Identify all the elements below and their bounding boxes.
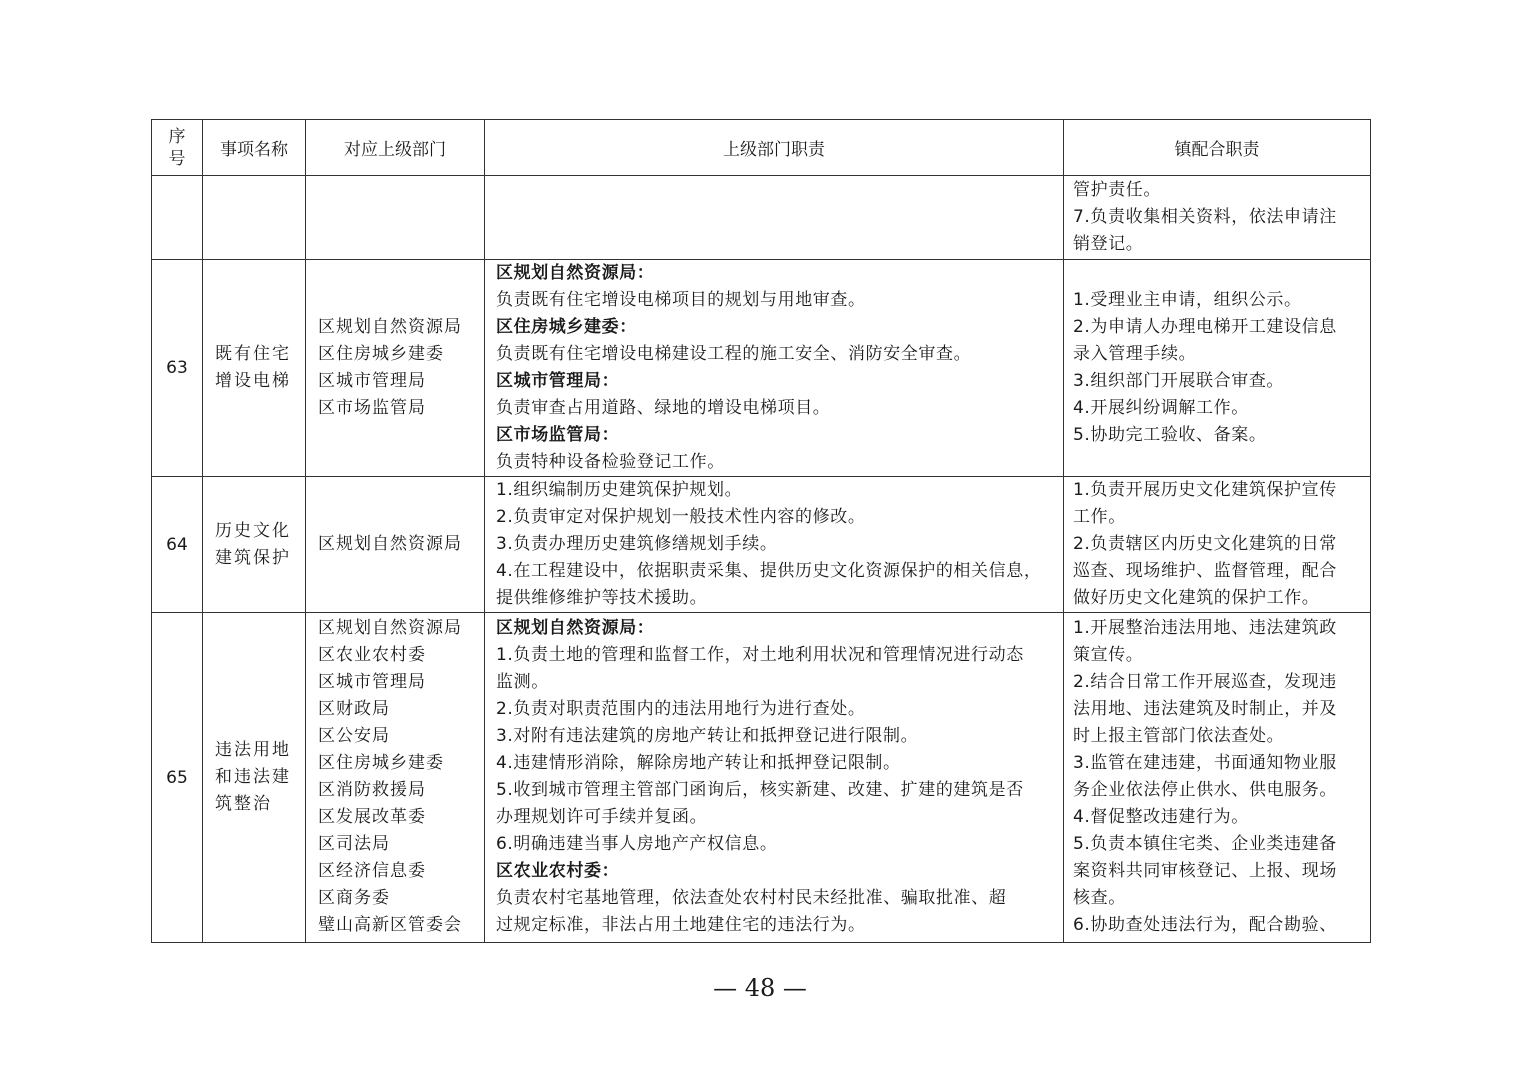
duty-line: 负责既有住宅增设电梯项目的规划与用地审查。 bbox=[496, 290, 866, 310]
department-line: 区住房城乡建委 bbox=[318, 344, 444, 364]
duty-line: 监测。 bbox=[496, 672, 549, 692]
duty-line: 提供维修维护等技术援助。 bbox=[496, 588, 708, 608]
item-name-line: 历史文化 bbox=[215, 520, 291, 541]
town-duty-line: 录入管理手续。 bbox=[1073, 344, 1197, 364]
town-duty-line: 工作。 bbox=[1073, 507, 1126, 527]
department-line: 区住房城乡建委 bbox=[318, 753, 444, 773]
town-duties bbox=[1064, 477, 1371, 613]
item-name-line: 和违法建 bbox=[215, 767, 291, 787]
department-line: 区规划自然资源局 bbox=[318, 618, 462, 638]
department-line: 区司法局 bbox=[318, 834, 390, 854]
department-line: 璧山高新区管委会 bbox=[318, 915, 462, 935]
superior-departments bbox=[306, 260, 485, 477]
department-line: 区财政局 bbox=[318, 699, 390, 719]
duty-line: 负责特种设备检验登记工作。 bbox=[496, 452, 725, 472]
duty-line: 1.组织编制历史建筑保护规划。 bbox=[496, 480, 743, 500]
town-duty-line: 管护责任。 bbox=[1073, 180, 1161, 200]
town-duties bbox=[1064, 613, 1371, 943]
town-duty-line: 1.受理业主申请，组织公示。 bbox=[1073, 290, 1302, 310]
town-duty-line: 核查。 bbox=[1073, 888, 1126, 908]
item-name bbox=[203, 176, 306, 260]
superior-departments bbox=[306, 477, 485, 613]
town-duty-line: 3.组织部门开展联合审查。 bbox=[1073, 371, 1285, 391]
department-line: 区经济信息委 bbox=[318, 861, 426, 881]
item-name-line: 违法用地 bbox=[215, 740, 291, 760]
town-duty-line: 5.协助完工验收、备案。 bbox=[1073, 425, 1267, 445]
item-name-line: 筑整治 bbox=[215, 794, 272, 814]
duty-line: 区农业农村委： bbox=[496, 861, 620, 881]
page-number: — 48 — bbox=[713, 974, 807, 1002]
department-line: 区城市管理局 bbox=[318, 371, 426, 391]
item-name bbox=[203, 260, 306, 477]
department-line: 区发展改革委 bbox=[318, 807, 426, 827]
duty-line: 3.负责办理历史建筑修缮规划手续。 bbox=[496, 534, 778, 554]
town-duty-line: 2.负责辖区内历史文化建筑的日常 bbox=[1073, 534, 1337, 554]
header-dept: 对应上级部门 bbox=[306, 120, 485, 176]
town-duty-line: 时上报主管部门依法查处。 bbox=[1073, 726, 1285, 746]
superior-departments bbox=[306, 613, 485, 943]
duty-line: 负责农村宅基地管理，依法查处农村村民未经批准、骗取批准、超 bbox=[496, 888, 1007, 908]
duty-line: 2.负责审定对保护规划一般技术性内容的修改。 bbox=[496, 507, 866, 527]
row-number bbox=[152, 176, 203, 260]
header-duty: 上级部门职责 bbox=[485, 120, 1064, 176]
town-duty-line: 法用地、违法建筑及时制止，并及 bbox=[1073, 699, 1337, 719]
duty-line: 负责既有住宅增设电梯建设工程的施工安全、消防安全审查。 bbox=[496, 344, 972, 364]
superior-duties bbox=[485, 613, 1064, 943]
town-duty-line: 7.负责收集相关资料，依法申请注 bbox=[1073, 207, 1337, 227]
duty-line: 6.明确违建当事人房地产产权信息。 bbox=[496, 834, 778, 854]
duty-line: 区城市管理局： bbox=[496, 371, 620, 391]
town-duty-line: 1.负责开展历史文化建筑保护宣传 bbox=[1073, 480, 1337, 500]
duty-line: 4.在工程建设中，依据职责采集、提供历史文化资源保护的相关信息， bbox=[496, 561, 1042, 581]
town-duty-line: 策宣传。 bbox=[1073, 645, 1144, 665]
town-duty-line: 做好历史文化建筑的保护工作。 bbox=[1073, 588, 1320, 608]
town-duty-line: 务企业依法停止供水、供电服务。 bbox=[1073, 780, 1337, 800]
duty-line: 1.负责土地的管理和监督工作，对土地利用状况和管理情况进行动态 bbox=[496, 645, 1024, 665]
superior-duties bbox=[485, 260, 1064, 477]
town-duty-line: 4.督促整改违建行为。 bbox=[1073, 807, 1249, 827]
department-line: 区城市管理局 bbox=[318, 672, 426, 692]
table-row bbox=[152, 613, 1371, 943]
department-line: 区公安局 bbox=[318, 726, 390, 746]
header-seq bbox=[152, 120, 203, 176]
town-duties bbox=[1064, 260, 1371, 477]
table-row bbox=[152, 260, 1371, 477]
table-row bbox=[152, 176, 1371, 260]
duty-line: 办理规划许可手续并复函。 bbox=[496, 807, 708, 827]
duty-line: 3.对附有违法建筑的房地产转让和抵押登记进行限制。 bbox=[496, 726, 919, 746]
town-duty-line: 销登记。 bbox=[1073, 234, 1144, 254]
town-duties bbox=[1064, 176, 1371, 260]
header-name: 事项名称 bbox=[203, 120, 306, 176]
row-number: 64 bbox=[152, 477, 203, 613]
town-duty-line: 2.为申请人办理电梯开工建设信息 bbox=[1073, 317, 1337, 337]
department-line: 区农业农村委 bbox=[318, 645, 426, 665]
row-number: 65 bbox=[152, 613, 203, 943]
town-duty-line: 2.结合日常工作开展巡查，发现违 bbox=[1073, 672, 1337, 692]
town-duty-line: 1.开展整治违法用地、违法建筑政 bbox=[1073, 618, 1337, 638]
header-seq-text bbox=[152, 126, 202, 170]
duty-line: 区住房城乡建委： bbox=[496, 317, 637, 337]
superior-duties bbox=[485, 477, 1064, 613]
town-duty-line: 6.协助查处违法行为，配合勘验、 bbox=[1073, 915, 1337, 935]
header-town: 镇配合职责 bbox=[1064, 120, 1371, 176]
duty-line: 区规划自然资源局： bbox=[496, 263, 655, 283]
item-name-line: 既有住宅 bbox=[215, 344, 291, 364]
superior-departments bbox=[306, 176, 485, 260]
department-line: 区规划自然资源局 bbox=[318, 534, 462, 554]
item-name-line: 建筑保护 bbox=[215, 547, 291, 568]
table-row bbox=[152, 477, 1371, 613]
town-duty-line: 巡查、现场维护、监督管理，配合 bbox=[1073, 561, 1337, 581]
town-duty-line: 3.监管在建违建，书面通知物业服 bbox=[1073, 753, 1337, 773]
table-header-row bbox=[152, 120, 1371, 176]
department-line: 区规划自然资源局 bbox=[318, 317, 462, 337]
item-name-line: 增设电梯 bbox=[215, 371, 291, 391]
header-seq-char: 序 bbox=[168, 126, 186, 147]
duty-line: 区规划自然资源局： bbox=[496, 618, 655, 638]
duty-line: 2.负责对职责范围内的违法用地行为进行查处。 bbox=[496, 699, 866, 719]
duty-line: 5.收到城市管理主管部门函询后，核实新建、改建、扩建的建筑是否 bbox=[496, 780, 1024, 800]
duty-line: 过规定标准，非法占用土地建住宅的违法行为。 bbox=[496, 915, 866, 935]
row-number: 63 bbox=[152, 260, 203, 477]
duty-line: 4.违建情形消除，解除房地产转让和抵押登记限制。 bbox=[496, 753, 901, 773]
item-name bbox=[203, 613, 306, 943]
department-line: 区商务委 bbox=[318, 888, 390, 908]
responsibility-table bbox=[151, 119, 1371, 943]
town-duty-line: 5.负责本镇住宅类、企业类违建备 bbox=[1073, 834, 1337, 854]
duty-line: 区市场监管局： bbox=[496, 425, 620, 445]
department-line: 区市场监管局 bbox=[318, 398, 426, 418]
department-line: 区消防救援局 bbox=[318, 780, 426, 800]
town-duty-line: 4.开展纠纷调解工作。 bbox=[1073, 398, 1249, 418]
duty-line: 负责审查占用道路、绿地的增设电梯项目。 bbox=[496, 398, 831, 418]
item-name bbox=[203, 477, 306, 613]
town-duty-line: 案资料共同审核登记、上报、现场 bbox=[1073, 861, 1337, 881]
superior-duties bbox=[485, 176, 1064, 260]
header-seq-char: 号 bbox=[168, 148, 186, 169]
